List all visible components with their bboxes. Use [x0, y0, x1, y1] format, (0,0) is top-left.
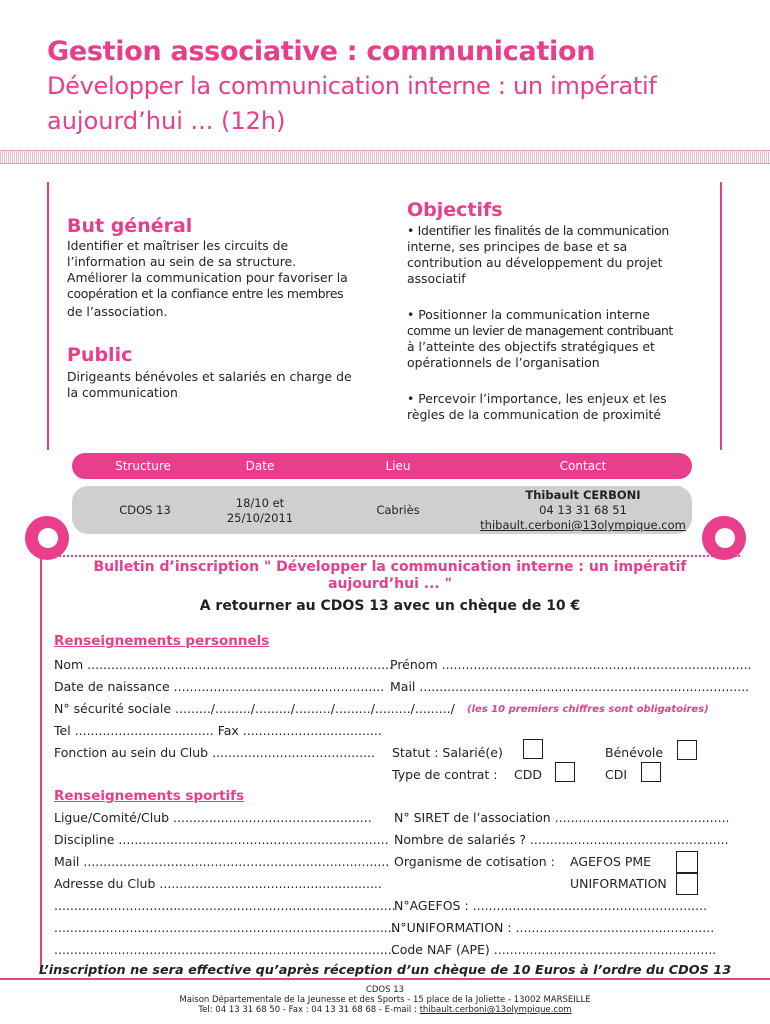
benevole-label: Bénévole: [605, 745, 664, 760]
bulletin-return-note: A retourner au CDOS 13 avec un chèque de 10 €: [199, 598, 581, 614]
adresse-line3[interactable]: ......................................................................................: [54, 920, 396, 935]
siret-field[interactable]: N° SIRET de l’association ............................................: [394, 810, 730, 825]
but-line: coopération et la confiance entre les membres: [67, 286, 344, 301]
cdd-label: CDD: [514, 767, 542, 782]
objectif-line: règles de la communication de proximité: [407, 407, 662, 422]
but-general-text: [67, 238, 357, 320]
objectif-line: • Percevoir l’importance, les enjeux et les: [407, 391, 667, 406]
bulletin-title-line2: aujourd’hui ... ": [328, 576, 452, 592]
cotisation-label: Organisme de cotisation :: [394, 854, 555, 869]
cell-contact-email[interactable]: thibault.cerboni@13olympique.com: [480, 518, 686, 532]
header-contact: Contact: [559, 459, 607, 473]
agefos-checkbox[interactable]: [676, 851, 698, 873]
bulletin-title: [60, 559, 720, 593]
salaries-field[interactable]: Nombre de salariés ? ..................................................: [394, 832, 729, 847]
cdd-checkbox[interactable]: [555, 762, 575, 782]
dotted-separator: [40, 555, 740, 557]
public-line: Dirigeants bénévoles et salariés en charge de: [67, 369, 352, 384]
num-uniformation-field[interactable]: N°UNIFORMATION : ..................................................: [391, 920, 715, 935]
secu-note: (les 10 premiers chiffres sont obligatoires): [467, 704, 709, 715]
objectif-line: associatif: [407, 271, 466, 286]
but-line: Identifier et maîtriser les circuits de: [67, 238, 289, 253]
secu-field[interactable]: N° sécurité sociale ........./........./........./........./........./........./........./: [54, 701, 455, 716]
but-line: de l’association.: [67, 304, 168, 319]
mail-field[interactable]: Mail ...................................................................................: [390, 679, 750, 694]
uniformation-label: UNIFORMATION: [570, 876, 667, 891]
adresse-line2[interactable]: ......................................................................................: [54, 898, 396, 913]
header-structure: Structure: [115, 459, 171, 473]
inscription-notice: L’inscription ne sera effective qu’après réception d’un chèque de 10 Euros à l’ordre du CDOS 13: [38, 963, 732, 978]
footer-contact: [0, 1005, 770, 1015]
header-date: Date: [245, 459, 275, 473]
objectifs-heading: Objectifs: [407, 199, 503, 221]
cdi-label: CDI: [605, 767, 628, 782]
page-subtitle-line2: aujourd’hui ... (12h): [47, 107, 286, 135]
prenom-field[interactable]: Prénom ..............................................................................: [390, 657, 752, 672]
public-line: la communication: [67, 385, 178, 400]
perso-heading: Renseignements personnels: [54, 633, 270, 649]
but-line: l’information au sein de sa structure.: [67, 254, 297, 269]
header-divider: [0, 150, 770, 164]
objectif-line: interne, ses principes de base et sa: [407, 239, 628, 254]
page-subtitle-line1: Développer la communication interne : un impératif: [47, 72, 657, 100]
footer-contact-text: Tel: 04 13 31 68 50 - Fax : 04 13 31 68 68 - E-mail :: [198, 1005, 420, 1015]
nom-field[interactable]: Nom .............................................................................: [54, 657, 394, 672]
objectif-line: comme un levier de management contribuant: [407, 323, 673, 338]
contrat-label: Type de contrat :: [392, 767, 498, 782]
header-lieu: Lieu: [385, 459, 411, 473]
right-circle-decoration: [702, 516, 746, 560]
footer-org: CDOS 13: [365, 985, 405, 995]
sportifs-heading: Renseignements sportifs: [54, 788, 245, 804]
public-text: [67, 369, 357, 401]
cell-date-line2: 25/10/2011: [226, 511, 294, 525]
bulletin-title-line1: Bulletin d’inscription " Développer la communication interne : un impératif: [93, 559, 687, 575]
adresse-field[interactable]: Adresse du Club ........................................................: [54, 876, 382, 891]
cell-contact-phone: 04 13 31 68 51: [539, 503, 627, 517]
left-circle-decoration: [25, 516, 69, 560]
objectif-line: à l’atteinte des objectifs stratégiques et: [407, 339, 655, 354]
left-border-line: [47, 182, 49, 450]
num-agefos-field[interactable]: N°AGEFOS : ...........................................................: [394, 898, 708, 913]
fonction-field[interactable]: Fonction au sein du Club .........................................: [54, 745, 376, 760]
salarie-checkbox[interactable]: [523, 739, 543, 759]
cell-contact-name: Thibault CERBONI: [525, 488, 641, 502]
tel-fax-field[interactable]: Tel ................................... Fax ...................................: [54, 723, 382, 738]
discipline-field[interactable]: Discipline ....................................................................: [54, 832, 389, 847]
footer-divider: [0, 978, 770, 980]
objectif-line: • Positionner la communication interne: [407, 307, 650, 322]
bulletin-left-line: [40, 557, 42, 969]
club-mail-field[interactable]: Mail .............................................................................: [54, 854, 390, 869]
objectif-line: contribution au développement du projet: [407, 255, 663, 270]
but-line: Améliorer la communication pour favoriser la: [67, 270, 348, 285]
info-table-header: [72, 453, 692, 479]
code-naf-field[interactable]: Code NAF (APE) ........................................................: [391, 942, 717, 957]
adresse-line4[interactable]: ......................................................................................: [54, 942, 396, 957]
ligue-field[interactable]: Ligue/Comité/Club ..................................................: [54, 810, 372, 825]
right-border-line: [720, 182, 722, 450]
info-table-row: [72, 486, 692, 534]
footer-address: Maison Départementale de la Jeunesse et des Sports - 15 place de la Joliette - 13002 MARSEILLE: [179, 995, 591, 1005]
cell-structure: CDOS 13: [119, 503, 171, 517]
benevole-checkbox[interactable]: [677, 740, 697, 760]
footer-email-link[interactable]: thibault.cerboni@13olympique.com: [419, 1005, 572, 1015]
cell-date-line1: 18/10 et: [235, 496, 285, 510]
cell-lieu: Cabriès: [376, 503, 420, 517]
page-title: Gestion associative : communication: [47, 36, 596, 67]
objectif-line: opérationnels de l’organisation: [407, 355, 600, 370]
objectif-line: • Identifier les finalités de la communication: [407, 223, 669, 238]
statut-label: Statut : Salarié(e): [392, 745, 503, 760]
naissance-field[interactable]: Date de naissance .....................................................: [54, 679, 385, 694]
public-heading: Public: [67, 344, 133, 366]
but-general-heading: But général: [67, 215, 193, 237]
objectifs-text: [407, 223, 686, 423]
uniformation-checkbox[interactable]: [676, 873, 698, 895]
agefos-label: AGEFOS PME: [570, 854, 652, 869]
cdi-checkbox[interactable]: [641, 762, 661, 782]
